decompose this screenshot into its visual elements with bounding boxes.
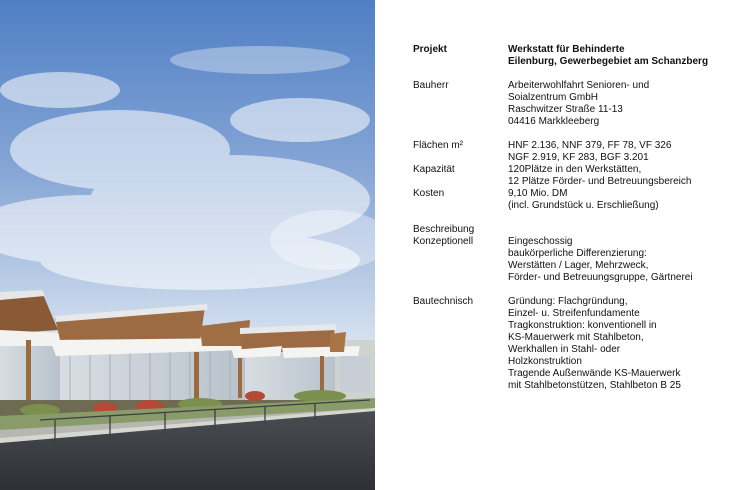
value-line: Tragende Außenwände KS-Mauerwerk: [508, 368, 681, 379]
row-label: Kosten: [413, 188, 445, 199]
value-line: baukörperliche Differenzierung:: [508, 248, 647, 259]
value-line: Tragkonstruktion: konventionell in: [508, 320, 657, 331]
row-value: [508, 164, 743, 188]
value-line: 12 Plätze Förder- und Betreuungsbereich: [508, 176, 692, 187]
value-line: Raschwitzer Straße 11-13: [508, 104, 623, 115]
value-line: KS-Mauerwerk mit Stahlbeton,: [508, 332, 644, 343]
value-line: Arbeiterwohlfahrt Senioren- und: [508, 80, 650, 91]
value-line: HNF 2.136, NNF 379, FF 78, VF 326: [508, 140, 672, 151]
info-row: [413, 188, 743, 212]
value-line: Werkhallen in Stahl- oder: [508, 344, 621, 355]
value-line: Holzkonstruktion: [508, 356, 582, 367]
info-row: [413, 80, 743, 128]
row-label: Flächen m²: [413, 140, 464, 151]
row-label: Bauherr: [413, 80, 449, 91]
row-label: Bautechnisch: [413, 296, 474, 307]
value-line: Soialzentrum GmbH: [508, 92, 599, 103]
value-line: 120Plätze in den Werkstätten,: [508, 164, 642, 175]
info-row: [413, 224, 743, 236]
value-line: NGF 2.919, KF 283, BGF 3.201: [508, 152, 649, 163]
value-line: Werstätten / Lager, Mehrzweck,: [508, 260, 649, 271]
row-value: [508, 224, 743, 236]
value-line: 04416 Markkleeberg: [508, 116, 600, 127]
info-row: [413, 296, 743, 392]
row-value: [508, 188, 743, 212]
info-row: [413, 44, 743, 68]
value-line: mit Stahlbetonstützen, Stahlbeton B 25: [508, 380, 681, 391]
row-value: [508, 80, 743, 128]
row-value: [508, 296, 743, 392]
info-row: [413, 236, 743, 284]
row-label: Projekt: [413, 44, 447, 55]
value-line: 9,10 Mio. DM: [508, 188, 568, 199]
row-label: Konzeptionell: [413, 236, 474, 247]
row-value: [508, 236, 743, 284]
row-label: Kapazität: [413, 164, 455, 175]
info-row: [413, 164, 743, 188]
value-line: Eingeschossig: [508, 236, 573, 247]
value-line: Förder- und Betreuungsgruppe, Gärtnerei: [508, 272, 693, 283]
info-row: [413, 140, 743, 164]
value-line: Werkstatt für Behinderte: [508, 44, 625, 55]
row-value: [508, 140, 743, 164]
row-value: [508, 44, 743, 68]
value-line: Gründung: Flachgründung,: [508, 296, 628, 307]
row-label: Beschreibung: [413, 224, 475, 235]
value-line: (incl. Grundstück u. Erschließung): [508, 200, 659, 211]
project-info: [413, 44, 743, 392]
value-line: Einzel- u. Streifenfundamente: [508, 308, 640, 319]
value-line: Eilenburg, Gewerbegebiet am Schanzberg: [508, 56, 709, 67]
